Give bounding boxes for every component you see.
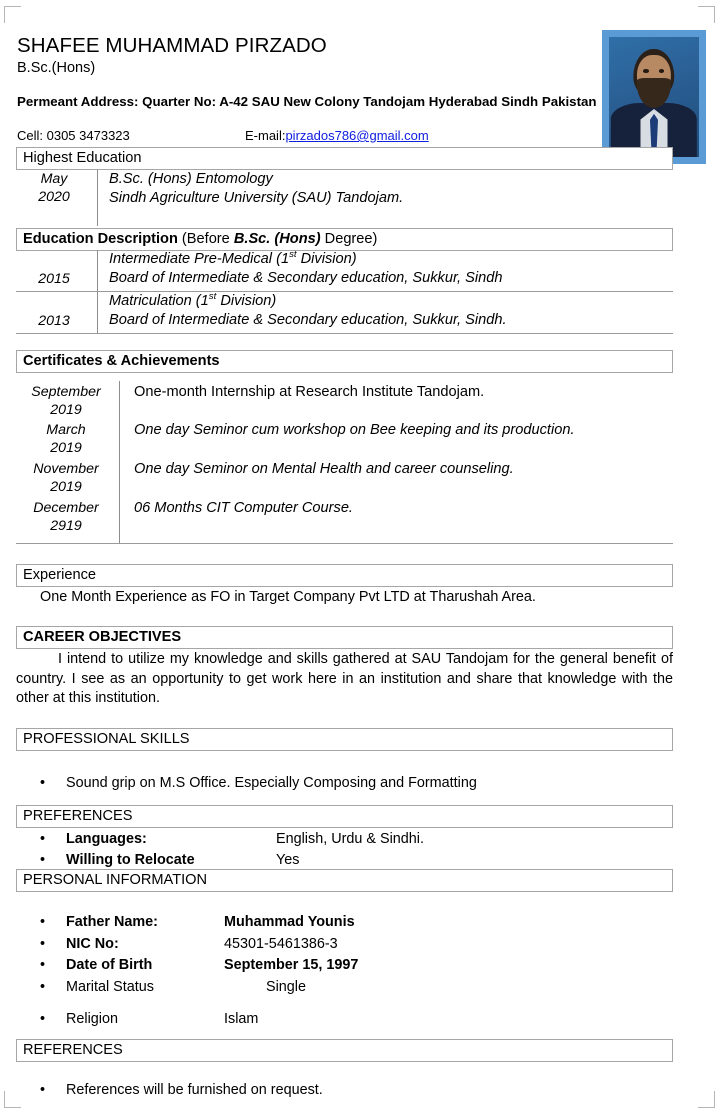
ordinal-suffix: st — [208, 291, 217, 303]
section-title-paren-open: (Before — [177, 231, 234, 247]
section-title: Certificates & Achievements — [23, 353, 220, 369]
career-objectives-text: I intend to utilize my knowledge and skills gathered at SAU Tandojam for the general benefit of country. I see as an opportunity to get work here in an institution and share that knowledge with the other at this institution. — [16, 651, 673, 706]
qualification-title: Matriculation (1st Division) — [109, 291, 277, 309]
info-value: September 15, 1997 — [224, 957, 359, 973]
section-header-highest-education — [16, 147, 673, 170]
candidate-name: SHAFEE MUHAMMAD PIRZADO — [17, 34, 327, 57]
list-item — [40, 851, 299, 870]
margin-corner-top-right — [698, 6, 715, 23]
date-year: 2019 — [50, 402, 82, 418]
section-title: PERSONAL INFORMATION — [23, 872, 208, 888]
date-year: 2919 — [50, 518, 82, 534]
date-month: May — [40, 171, 68, 187]
portrait-photo — [609, 37, 699, 157]
bullet-icon: • — [40, 979, 46, 995]
section-title: Education Description — [23, 231, 178, 247]
date-month: December — [33, 500, 99, 516]
certificates-table — [16, 381, 673, 544]
table-row-date — [16, 383, 116, 419]
list-item — [40, 978, 306, 997]
list-item — [40, 913, 355, 932]
section-title: Highest Education — [23, 150, 142, 166]
bullet-icon: • — [40, 936, 46, 952]
table-bottom-border — [16, 333, 673, 334]
list-item — [40, 1081, 323, 1100]
institution-name: Sindh Agriculture University (SAU) Tandojam. — [109, 190, 404, 206]
section-header-education-description — [16, 228, 673, 251]
section-header-references — [16, 1039, 673, 1062]
bullet-icon: • — [40, 775, 46, 791]
table-row-body: One-month Internship at Research Institute Tandojam. — [134, 384, 485, 400]
candidate-degree: B.Sc.(Hons) — [17, 60, 96, 76]
bullet-icon: • — [40, 914, 46, 930]
table-row-body — [109, 170, 671, 208]
section-title: PROFESSIONAL SKILLS — [23, 731, 190, 747]
permanent-address: Permeant Address: Quarter No: A-42 SAU New Colony Tandojam Hyderabad Sindh Pakistan — [17, 94, 597, 109]
date-month: September — [31, 384, 101, 400]
preference-label: Languages: — [66, 831, 147, 847]
bullet-icon: • — [40, 1011, 46, 1027]
skill-text: Sound grip on M.S Office. Especially Composing and Formatting — [66, 775, 477, 791]
section-title: CAREER OBJECTIVES — [23, 629, 182, 645]
ordinal-suffix: st — [289, 249, 297, 261]
section-header-personal-information — [16, 869, 673, 892]
table-row-date — [16, 460, 116, 496]
section-title-degree: B.Sc. (Hons) — [233, 231, 321, 247]
list-item — [40, 935, 338, 954]
table-row-date — [16, 170, 92, 206]
section-header-certificates — [16, 350, 673, 373]
list-item — [40, 830, 424, 849]
table-divider — [97, 250, 98, 334]
education-description-table — [16, 250, 673, 334]
date-month: November — [33, 461, 99, 477]
date-year: 2019 — [50, 479, 82, 495]
preference-value: English, Urdu & Sindhi. — [276, 831, 424, 847]
section-header-preferences — [16, 805, 673, 828]
section-header-career-objectives — [16, 626, 673, 649]
board-name: Board of Intermediate & Secondary education, Sukkur, Sindh. — [109, 312, 507, 328]
info-value: Muhammad Younis — [224, 914, 355, 930]
avatar — [602, 30, 706, 164]
info-label: Date of Birth — [66, 957, 153, 973]
info-value: Single — [266, 979, 307, 995]
preference-value: Yes — [276, 852, 300, 868]
info-label: Marital Status — [66, 979, 154, 995]
list-item — [40, 774, 477, 793]
table-row-body: One day Seminor cum workshop on Bee keeping and its production. — [134, 422, 575, 438]
table-row-body: 06 Months CIT Computer Course. — [134, 500, 353, 516]
degree-title: B.Sc. (Hons) Entomology — [109, 171, 273, 187]
table-row-body — [109, 250, 671, 288]
qualification-title: Intermediate Pre-Medical (1st Division) — [109, 249, 357, 267]
info-label: Father Name: — [66, 914, 158, 930]
email-line — [245, 128, 429, 143]
margin-corner-bottom-right — [698, 1091, 715, 1108]
email-link[interactable]: pirzados786@gmail.com — [285, 128, 429, 143]
experience-text: One Month Experience as FO in Target Company Pvt LTD at Tharushah Area. — [40, 589, 536, 605]
list-item — [40, 956, 358, 975]
table-row-date — [16, 499, 116, 535]
bullet-icon: • — [40, 831, 46, 847]
section-title: REFERENCES — [23, 1042, 123, 1058]
bullet-icon: • — [40, 1082, 46, 1098]
board-name: Board of Intermediate & Secondary education, Sukkur, Sindh — [109, 270, 503, 286]
margin-corner-bottom-left — [4, 1091, 21, 1108]
section-header-experience — [16, 564, 673, 587]
table-row-date — [16, 270, 92, 288]
section-title-paren-close: Degree) — [320, 231, 378, 247]
table-divider — [97, 170, 98, 226]
email-label: E-mail: — [245, 128, 286, 143]
table-row-body — [109, 292, 671, 330]
margin-corner-top-left — [4, 6, 21, 23]
bullet-icon: • — [40, 852, 46, 868]
list-item — [40, 1010, 258, 1029]
cell-number: Cell: 0305 3473323 — [17, 128, 130, 143]
preference-label: Willing to Relocate — [66, 852, 195, 868]
date-month: March — [46, 422, 86, 438]
table-bottom-border — [16, 543, 673, 544]
highest-education-table — [16, 170, 673, 226]
table-row-date — [16, 312, 92, 330]
date-year: 2020 — [38, 189, 70, 205]
date-year: 2019 — [50, 440, 82, 456]
info-label: NIC No: — [66, 936, 119, 952]
table-row-date — [16, 421, 116, 457]
section-title: Experience — [23, 567, 97, 583]
info-value: Islam — [224, 1011, 259, 1027]
info-value: 45301-5461386-3 — [224, 936, 338, 952]
section-title: PREFERENCES — [23, 808, 133, 824]
date-year: 2015 — [38, 271, 70, 287]
info-label: Religion — [66, 1011, 118, 1027]
bullet-icon: • — [40, 957, 46, 973]
section-header-professional-skills — [16, 728, 673, 751]
date-year: 2013 — [38, 313, 70, 329]
table-divider — [119, 381, 120, 544]
reference-text: References will be furnished on request. — [66, 1082, 323, 1098]
portrait-eye-left — [643, 69, 648, 73]
table-row-body: One day Seminor on Mental Health and career counseling. — [134, 461, 514, 477]
